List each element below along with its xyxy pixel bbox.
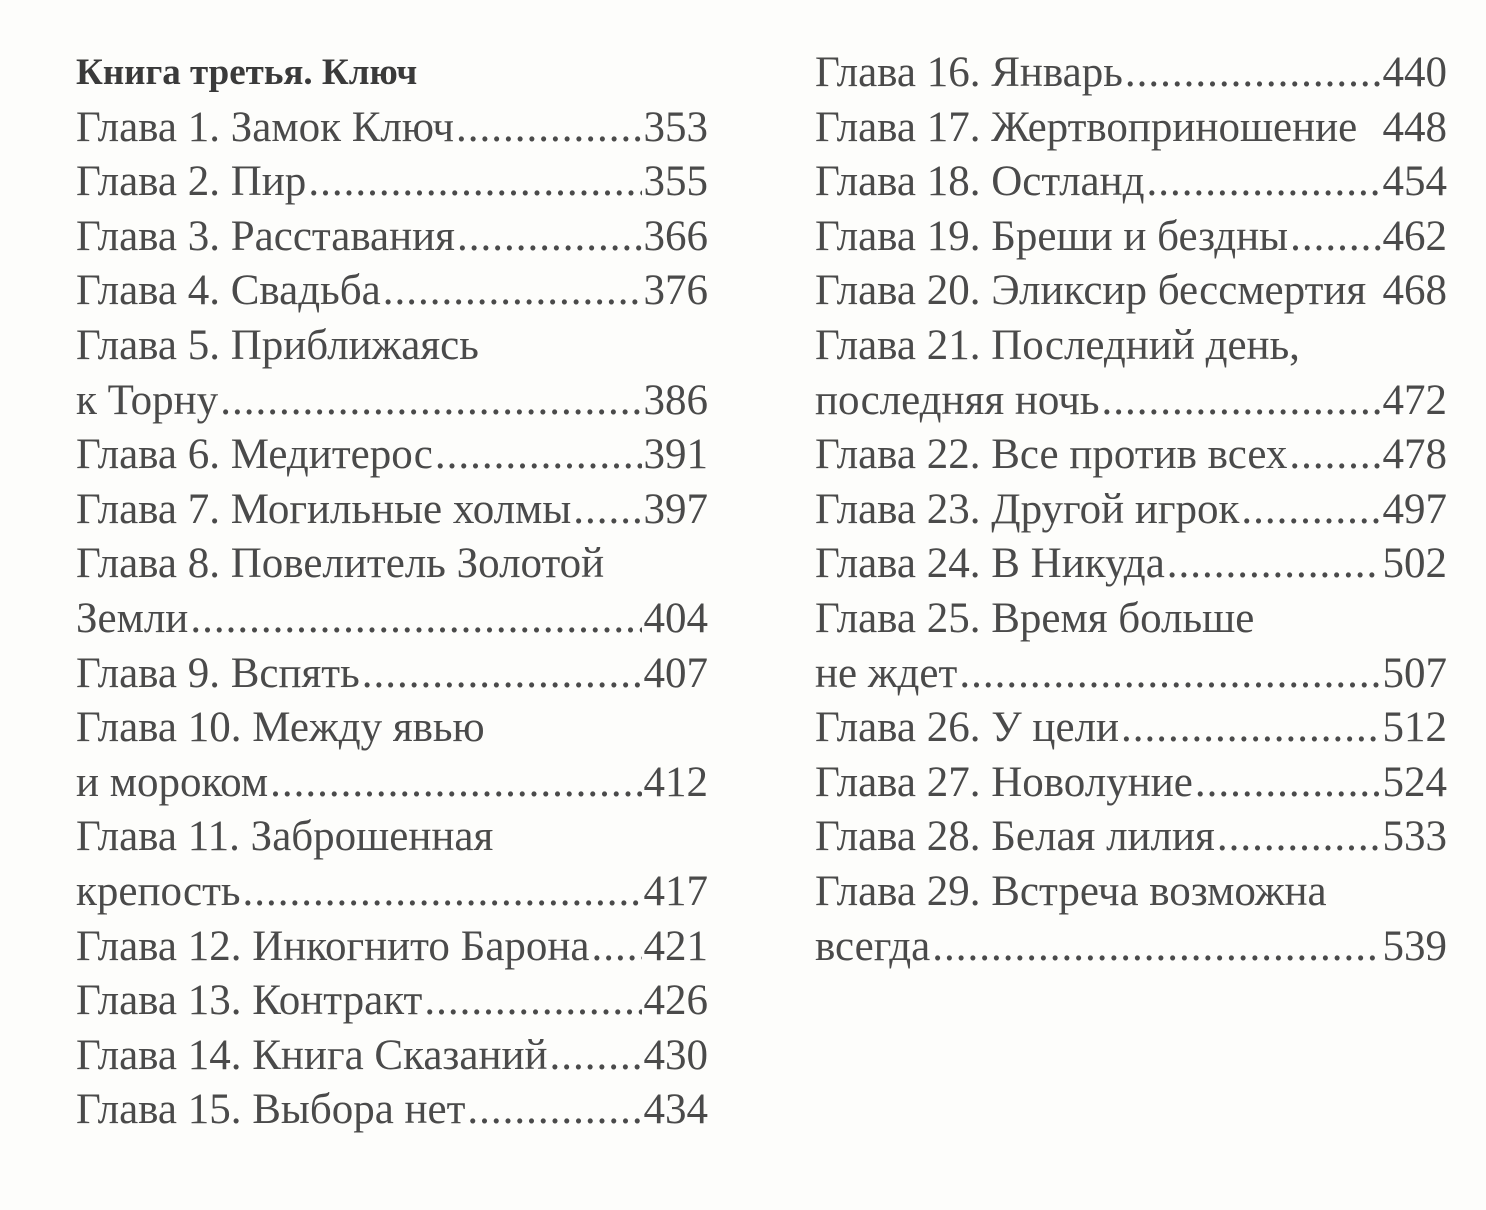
toc-entry-page: 376 bbox=[643, 267, 708, 315]
dot-leader bbox=[467, 1083, 641, 1138]
dot-leader bbox=[270, 756, 641, 811]
toc-entry-title: Глава 14. Книга Сказаний bbox=[76, 1031, 548, 1079]
dot-leader bbox=[1121, 701, 1380, 756]
toc-entry bbox=[815, 810, 1447, 865]
toc-entry bbox=[76, 374, 708, 429]
toc-entry bbox=[815, 210, 1447, 265]
toc-entry-page: 412 bbox=[643, 758, 708, 806]
toc-entry-page: 497 bbox=[1382, 485, 1447, 533]
toc-entry-page: 478 bbox=[1382, 431, 1447, 479]
dot-leader bbox=[424, 974, 641, 1029]
toc-entry bbox=[815, 647, 1447, 702]
toc-entry bbox=[76, 1029, 708, 1084]
toc-entry-title: Глава 20. Эликсир бессмертия bbox=[815, 267, 1367, 315]
toc-entry-title: к Торну bbox=[76, 376, 219, 424]
toc-entry bbox=[815, 920, 1447, 975]
toc-entry bbox=[815, 537, 1447, 592]
dot-leader bbox=[243, 865, 642, 920]
dot-leader bbox=[308, 155, 641, 210]
toc-entry-title: Глава 23. Другой игрок bbox=[815, 485, 1240, 533]
toc-entry-title: Глава 4. Свадьба bbox=[76, 267, 381, 315]
dot-leader bbox=[190, 592, 641, 647]
toc-entry-title: Глава 2. Пир bbox=[76, 158, 307, 206]
dot-leader bbox=[1289, 428, 1380, 483]
toc-entry-page: 448 bbox=[1382, 103, 1447, 151]
toc-entry-page: 462 bbox=[1382, 212, 1447, 260]
toc-entry-title: и мороком bbox=[76, 758, 269, 806]
toc-entry-page: 539 bbox=[1382, 922, 1447, 970]
toc-entry-title: Земли bbox=[76, 594, 189, 642]
toc-entry-page: 366 bbox=[643, 212, 708, 260]
toc-entry bbox=[815, 101, 1447, 156]
toc-entry-page: 468 bbox=[1382, 267, 1447, 315]
toc-entry bbox=[76, 865, 708, 920]
dot-leader bbox=[456, 101, 642, 156]
dot-leader bbox=[550, 1029, 642, 1084]
toc-entry-title: Глава 22. Все против всех bbox=[815, 431, 1288, 479]
toc-entry-page: 397 bbox=[643, 485, 708, 533]
toc-entry bbox=[815, 756, 1447, 811]
toc-entry bbox=[815, 483, 1447, 538]
dot-leader bbox=[220, 374, 641, 429]
toc-entry bbox=[76, 101, 708, 156]
toc-entry-title: Глава 1. Замок Ключ bbox=[76, 103, 454, 151]
toc-entry-title: Глава 17. Жертвоприношение bbox=[815, 103, 1358, 151]
toc-entry-page: 353 bbox=[643, 103, 708, 151]
toc-entry bbox=[815, 428, 1447, 483]
toc-entry-title: Глава 3. Расставания bbox=[76, 212, 455, 260]
toc-entry-title: Глава 7. Могильные холмы bbox=[76, 485, 572, 533]
toc-entry bbox=[815, 46, 1447, 101]
dot-leader bbox=[1125, 46, 1381, 101]
toc-entry-title-first-line: Глава 29. Встреча возможна bbox=[815, 867, 1327, 915]
toc-entry-title: всегда bbox=[815, 922, 931, 970]
toc-entry-page: 417 bbox=[643, 867, 708, 915]
toc-entry bbox=[76, 264, 708, 319]
dot-leader bbox=[457, 210, 642, 265]
toc-entry bbox=[76, 647, 708, 702]
toc-entry-page: 434 bbox=[643, 1086, 708, 1134]
toc-entry-title: Глава 15. Выбора нет bbox=[76, 1086, 466, 1134]
toc-entry-page: 421 bbox=[643, 922, 708, 970]
toc-entry-page: 407 bbox=[643, 649, 708, 697]
dot-leader bbox=[573, 483, 641, 538]
dot-leader bbox=[959, 647, 1380, 702]
dot-leader bbox=[1290, 210, 1380, 265]
dot-leader bbox=[435, 428, 642, 483]
toc-entry-title: Глава 12. Инкогнито Барона bbox=[76, 922, 590, 970]
toc-entry bbox=[815, 264, 1447, 319]
toc-entry-title: Глава 13. Контракт bbox=[76, 977, 423, 1025]
toc-entry-title: Глава 19. Бреши и бездны bbox=[815, 212, 1289, 260]
dot-leader bbox=[932, 920, 1380, 975]
toc-entry bbox=[76, 1083, 708, 1138]
toc-entry-title-first-line: Глава 21. Последний день, bbox=[815, 321, 1300, 369]
toc-entry-title: Глава 24. В Никуда bbox=[815, 540, 1165, 588]
toc-entry-title-first-line: Глава 5. Приближаясь bbox=[76, 321, 479, 369]
toc-entry-title-first-line: Глава 25. Время больше bbox=[815, 594, 1255, 642]
toc-entry-page: 507 bbox=[1382, 649, 1447, 697]
dot-leader bbox=[1147, 155, 1381, 210]
toc-entry-title-first-line: Глава 10. Между явью bbox=[76, 704, 485, 752]
toc-entry-page: 430 bbox=[643, 1031, 708, 1079]
toc-entry-page: 355 bbox=[643, 158, 708, 206]
toc-entry-page: 512 bbox=[1382, 704, 1447, 752]
dot-leader bbox=[1101, 374, 1380, 429]
dot-leader bbox=[362, 647, 642, 702]
toc-entry bbox=[76, 756, 708, 811]
dot-leader bbox=[1167, 537, 1381, 592]
toc-entry-title: Глава 26. У цели bbox=[815, 704, 1120, 752]
toc-entry bbox=[76, 155, 708, 210]
toc-entry bbox=[76, 428, 708, 483]
toc-entry bbox=[76, 592, 708, 647]
toc-entry bbox=[815, 701, 1447, 756]
toc-entry-title: последняя ночь bbox=[815, 376, 1100, 424]
toc-entry-title-first-line: Глава 11. Заброшенная bbox=[76, 813, 494, 861]
toc-entry-title: Глава 6. Медитерос bbox=[76, 431, 433, 479]
dot-leader bbox=[1217, 810, 1381, 865]
toc-entry-page: 533 bbox=[1382, 813, 1447, 861]
toc-entry-title: крепость bbox=[76, 867, 241, 915]
toc-entry-page: 391 bbox=[643, 431, 708, 479]
toc-entry-title: Глава 9. Вспять bbox=[76, 649, 360, 697]
toc-entry-title-first-line: Глава 8. Повелитель Золотой bbox=[76, 540, 605, 588]
toc-entry-page: 502 bbox=[1382, 540, 1447, 588]
toc-entry-page: 386 bbox=[643, 376, 708, 424]
toc-entry-page: 472 bbox=[1382, 376, 1447, 424]
toc-entry-page: 440 bbox=[1382, 49, 1447, 96]
toc-entry-page: 524 bbox=[1382, 758, 1447, 806]
toc-entry-title: не ждет bbox=[815, 649, 958, 697]
toc-entry-page: 454 bbox=[1382, 158, 1447, 206]
toc-entry bbox=[815, 374, 1447, 429]
toc-entry bbox=[76, 483, 708, 538]
toc-entry bbox=[76, 210, 708, 265]
toc-entry-title: Глава 18. Остланд bbox=[815, 158, 1145, 206]
toc-column-left bbox=[76, 46, 708, 1138]
toc-entry-title: Глава 16. Январь bbox=[815, 49, 1123, 96]
dot-leader bbox=[383, 264, 642, 319]
toc-column-right bbox=[815, 46, 1447, 974]
toc-entry bbox=[76, 974, 708, 1029]
toc-entry-page: 426 bbox=[643, 977, 708, 1025]
dot-leader bbox=[1241, 483, 1380, 538]
toc-entry-title: Глава 27. Новолуние bbox=[815, 758, 1193, 806]
dot-leader bbox=[592, 920, 642, 975]
dot-leader bbox=[1195, 756, 1381, 811]
toc-entry-page: 404 bbox=[643, 594, 708, 642]
section-heading: Книга третья. Ключ bbox=[76, 52, 418, 93]
toc-entry bbox=[76, 920, 708, 975]
toc-entry bbox=[815, 155, 1447, 210]
toc-entry-title: Глава 28. Белая лилия bbox=[815, 813, 1215, 861]
